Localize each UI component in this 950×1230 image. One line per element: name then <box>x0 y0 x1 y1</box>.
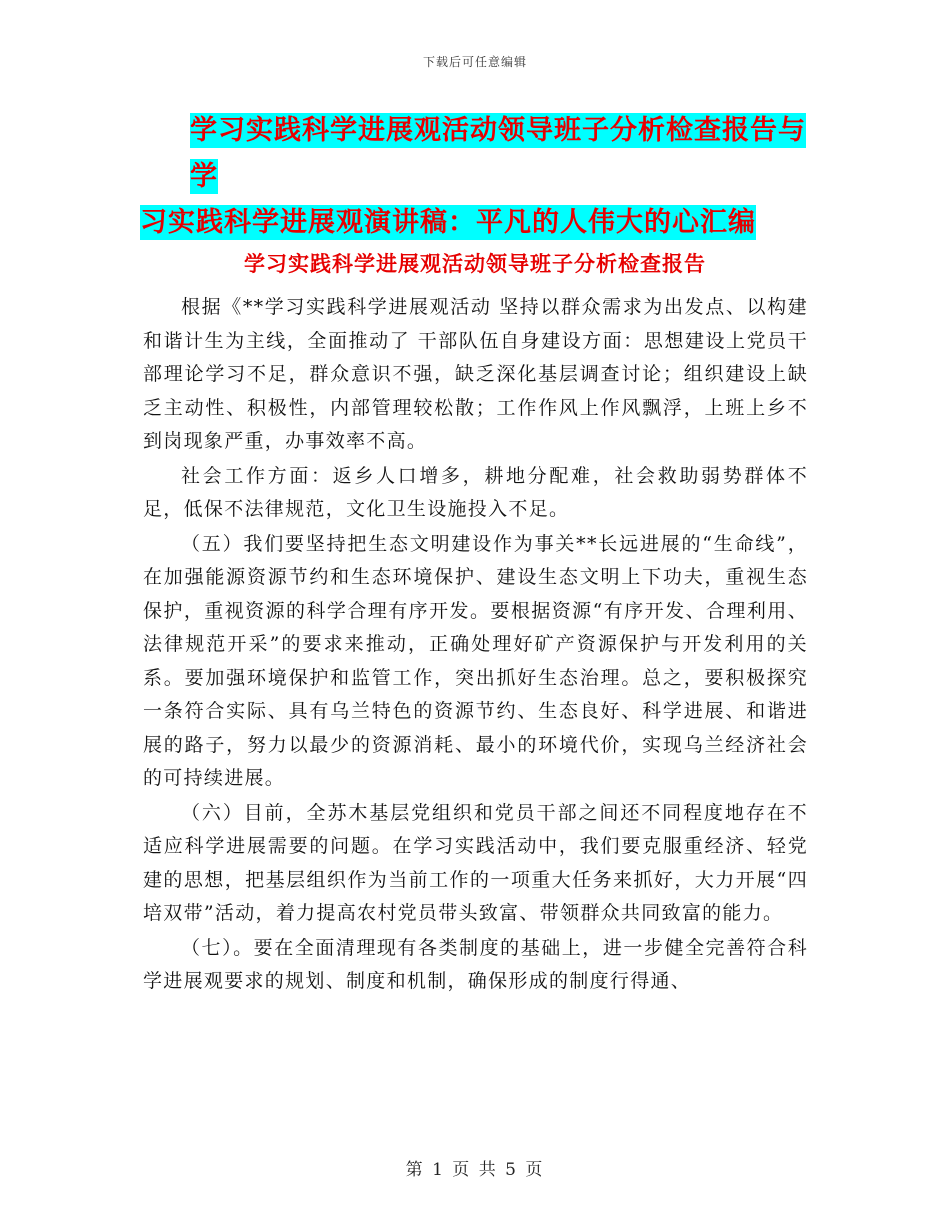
section-title: 学习实践科学进展观活动领导班子分析检查报告 <box>244 252 706 276</box>
body-paragraph: 根据《**学习实践科学进展观活动 坚持以群众需求为出发点、以构建和谐计生为主线，全面推动了 干部队伍自身建设方面：思想建设上党员干部理论学习不足，群众意识不强，缺乏深化基层调查讨论；组织建设上缺乏主动性、积极性，内部管理较松散；工作作风上作风飘浮，上班上乡不到岗现象严重，办事效率不高。 <box>143 296 808 452</box>
document-body <box>143 291 808 1000</box>
page-number: 第 1 页 共 5 页 <box>405 1160 545 1180</box>
document-title-line-1: 学习实践科学进展观活动领导班子分析检查报告与学 <box>190 115 806 192</box>
document-title-line-2: 习实践科学进展观演讲稿：平凡的人伟大的心汇编 <box>140 207 756 238</box>
page-header-note: 下载后可任意编辑 <box>422 55 527 69</box>
document-title <box>140 108 820 246</box>
body-paragraph: （五）我们要坚持把生态文明建设作为事关**长远进展的“生命线”，在加强能源资源节约和生态环境保护、建设生态文明上下功夫，重视生态保护，重视资源的科学合理有序开发。要根据资源“有序开发、合理利用、法律规范开采”的要求来推动，正确处理好矿产资源保护与开发利用的关系。要加强环境保护和监管工作，突出抓好生态治理。总之，要积极探究一条符合实际、具有乌兰特色的资源节约、生态良好、科学进展、和谐进展的路子，努力以最少的资源消耗、最小的环境代价，实现乌兰经济社会的可持续进展。 <box>143 532 808 789</box>
body-paragraph: 社会工作方面：返乡人口增多，耕地分配难，社会救助弱势群体不足，低保不法律规范，文化卫生设施投入不足。 <box>143 464 808 520</box>
body-paragraph: （六）目前，全苏木基层党组织和党员干部之间还不同程度地存在不适应科学进展需要的问题。在学习实践活动中，我们要克服重经济、轻党建的思想，把基层组织作为当前工作的一项重大任务来抓好，大力开展“四培双带”活动，着力提高农村党员带头致富、带领群众共同致富的能力。 <box>143 801 808 924</box>
body-paragraph: （七）。要在全面清理现有各类制度的基础上，进一步健全完善符合科学进展观要求的规划、制度和机制，确保形成的制度行得通、 <box>143 936 808 992</box>
